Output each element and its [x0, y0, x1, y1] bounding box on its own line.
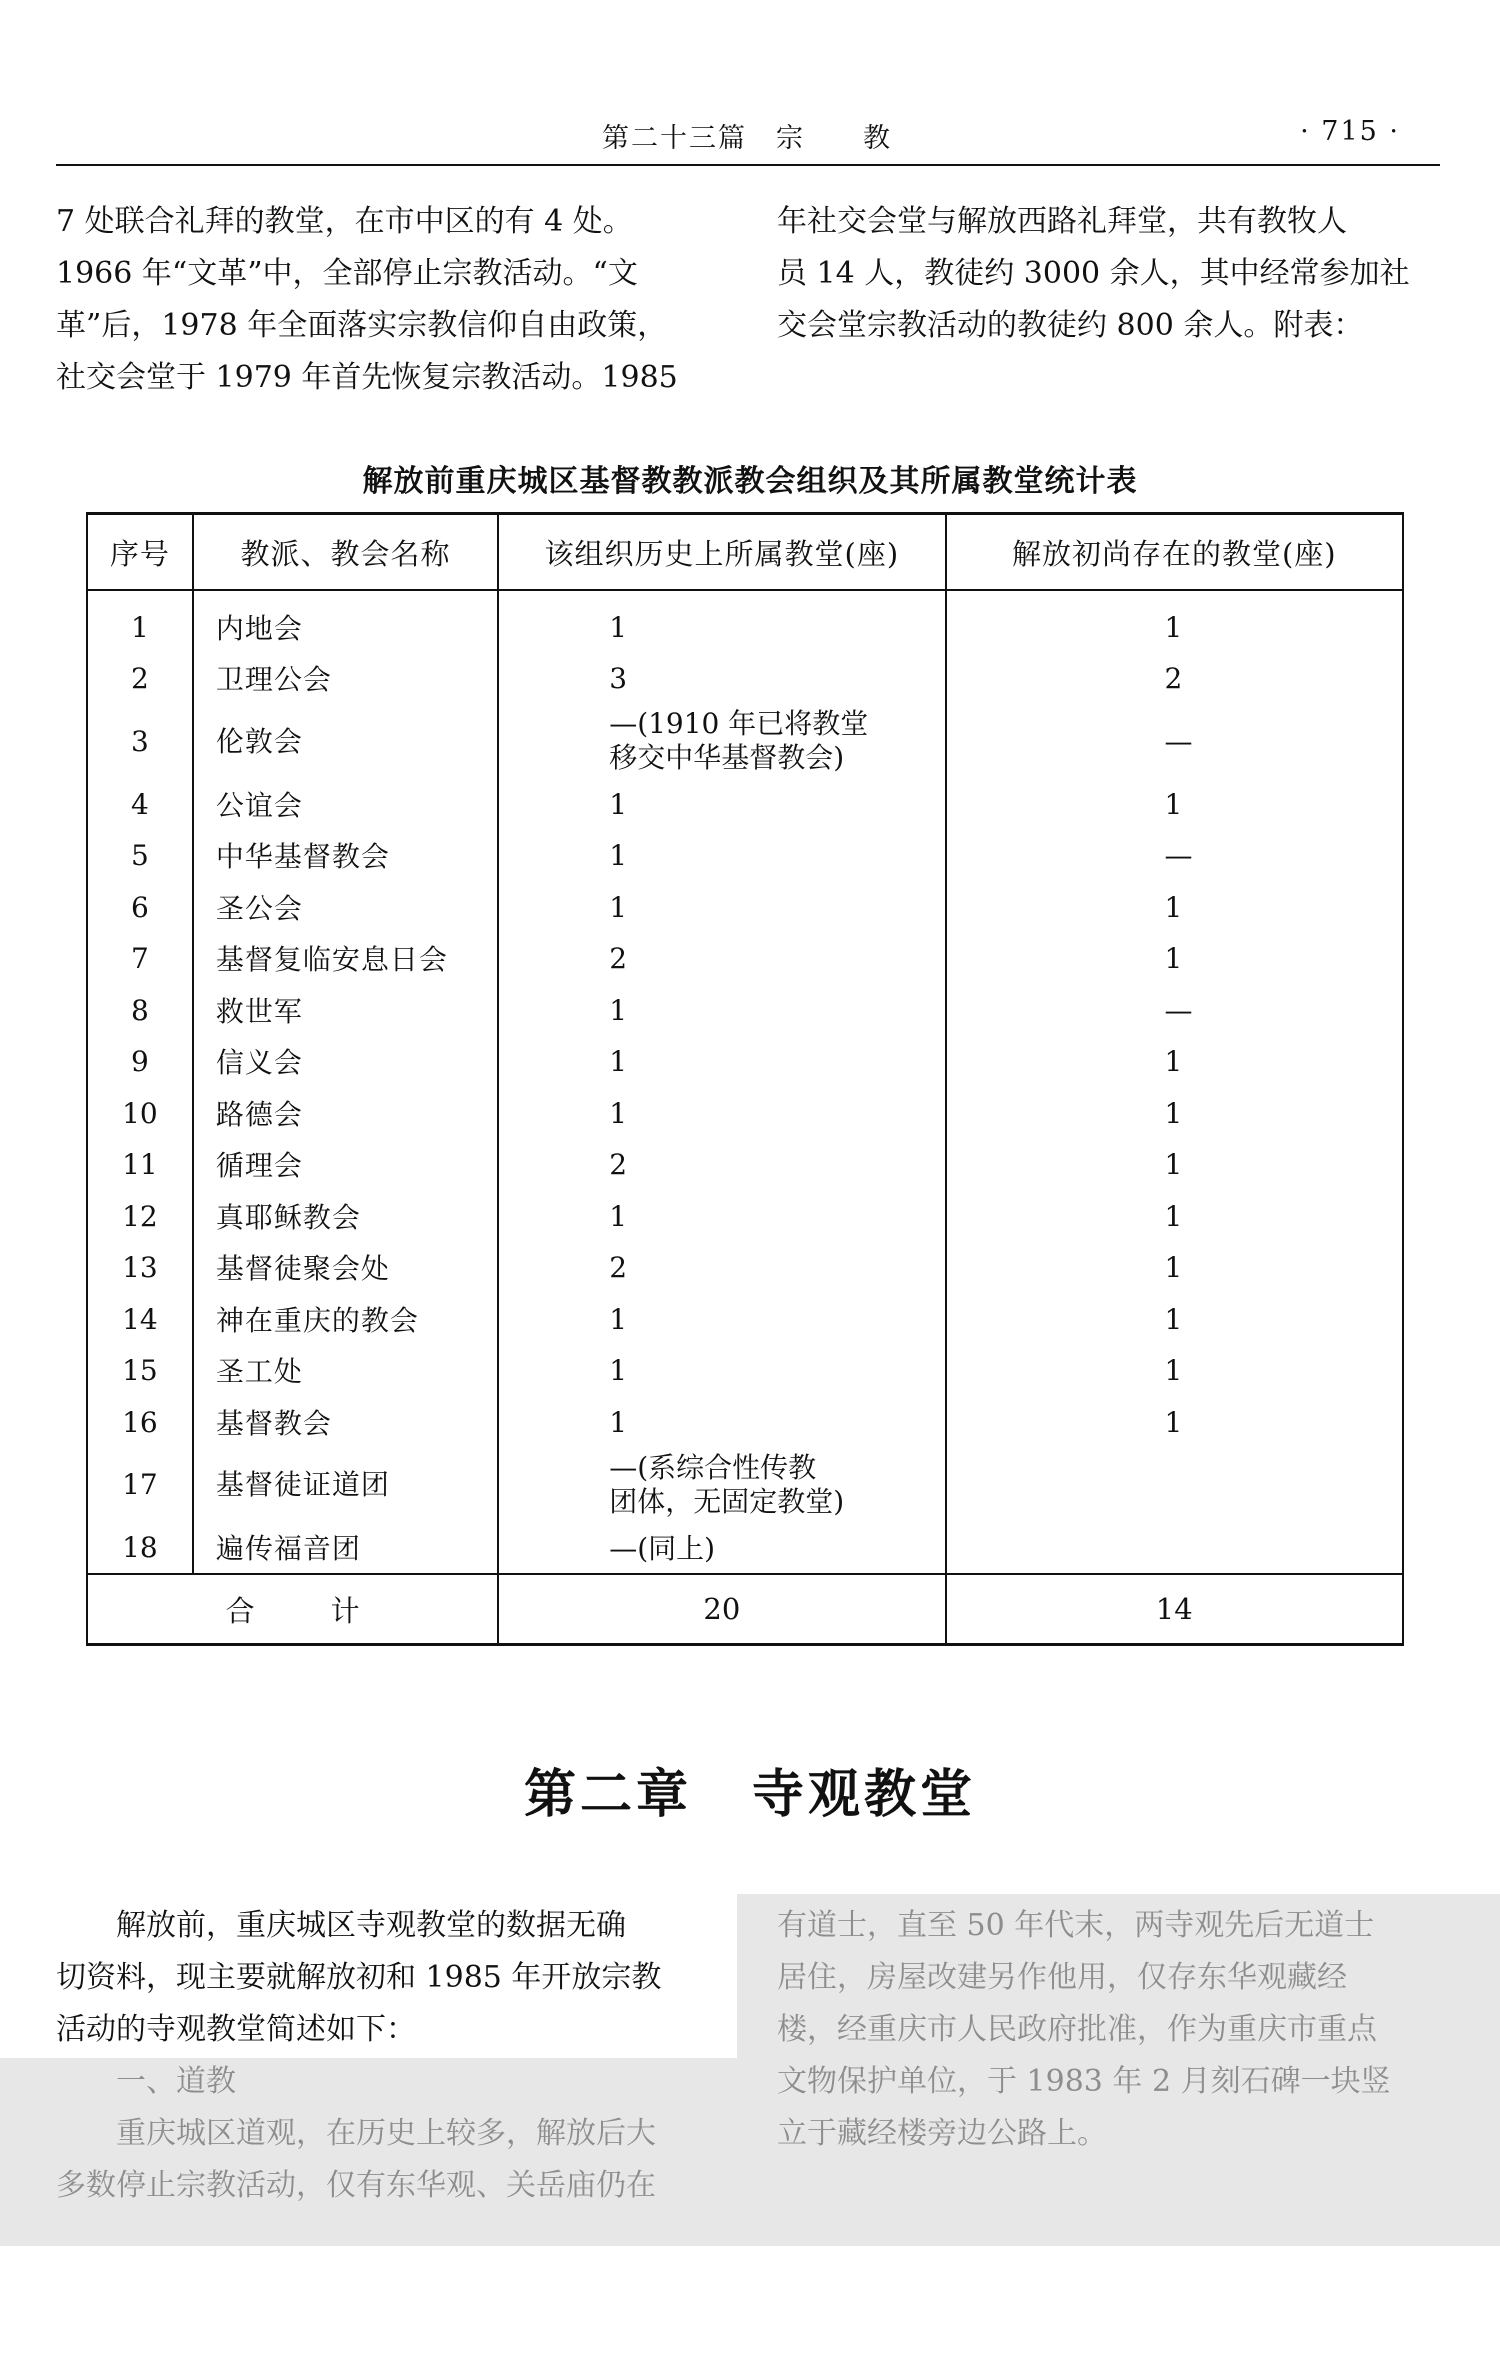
table-title: 解放前重庆城区基督教教派教会组织及其所属教堂统计表 — [362, 464, 1138, 499]
remaining-count — [946, 1345, 1403, 1397]
remaining-count-text: 1 — [1164, 890, 1183, 924]
row-number-text: 13 — [122, 1251, 158, 1285]
historical-count-text: 1 — [609, 1045, 628, 1079]
row-number-text: 17 — [122, 1468, 158, 1501]
organization-name-text: 伦敦会 — [215, 724, 303, 758]
historical-count-text: 1 — [609, 610, 628, 644]
chapter-title: 寺观教堂 — [752, 1764, 977, 1825]
table-row — [87, 1345, 1403, 1397]
table-header-row — [87, 514, 1403, 591]
table-row — [87, 881, 1403, 933]
organization-name-text: 内地会 — [215, 611, 303, 645]
remaining-count-text: 1 — [1164, 1405, 1183, 1439]
row-number — [87, 590, 193, 653]
row-number — [87, 778, 193, 830]
historical-count — [498, 1522, 945, 1575]
organization-name-text: 基督复临安息日会 — [215, 943, 448, 977]
organization-name-text: 真耶稣教会 — [215, 1200, 361, 1234]
organization-name — [193, 1036, 498, 1088]
table-row — [87, 1190, 1403, 1242]
organization-name — [193, 933, 498, 985]
organization-name-text: 循理会 — [215, 1149, 303, 1183]
total-remain: 14 — [946, 1574, 1403, 1645]
remaining-count-text: — — [1164, 724, 1193, 758]
organization-name-text: 路德会 — [215, 1097, 303, 1131]
remaining-count-text: 1 — [1164, 787, 1183, 821]
remaining-count — [946, 778, 1403, 830]
organization-name-text: 圣工处 — [215, 1355, 303, 1389]
remaining-count-text: 1 — [1164, 942, 1183, 976]
text-line: 有道士，直至 50 年代末，两寺观先后无道士 — [777, 1908, 1375, 1943]
remaining-count — [946, 1190, 1403, 1242]
total-label — [87, 1574, 498, 1645]
remaining-count-text: — — [1164, 839, 1193, 873]
historical-count — [498, 1293, 945, 1345]
organization-name — [193, 1396, 498, 1448]
historical-count-text: 1 — [609, 787, 628, 821]
row-number-text: 10 — [122, 1096, 158, 1130]
row-number-text: 16 — [122, 1405, 158, 1439]
historical-count — [498, 1087, 945, 1139]
remaining-count — [946, 1522, 1403, 1575]
remaining-count — [946, 653, 1403, 705]
organization-name-text: 基督教会 — [215, 1406, 332, 1440]
text-line: 7 处联合礼拜的教堂，在市中区的有 4 处。 — [56, 204, 633, 239]
row-number-text: 18 — [122, 1531, 158, 1565]
historical-count — [498, 1190, 945, 1242]
remaining-count — [946, 1036, 1403, 1088]
organization-name-text: 基督徒聚会处 — [215, 1252, 390, 1286]
historical-count-text: 1 — [609, 1199, 628, 1233]
row-number-text: 1 — [130, 610, 149, 644]
column-header: 序号 — [87, 514, 193, 591]
chapter-heading — [0, 1752, 1500, 1827]
table-row — [87, 1036, 1403, 1088]
text-line: 重庆城区道观，在历史上较多，解放后大 — [116, 2116, 656, 2151]
remaining-count — [946, 933, 1403, 985]
remaining-count — [946, 590, 1403, 653]
row-number-text: 11 — [122, 1148, 158, 1182]
organization-name-text: 中华基督教会 — [215, 840, 390, 874]
text-line: 解放前，重庆城区寺观教堂的数据无确 — [116, 1908, 626, 1943]
organization-name-text: 救世军 — [215, 994, 303, 1028]
table-row — [87, 704, 1403, 778]
remaining-count-text: — — [1164, 993, 1193, 1027]
table-row — [87, 830, 1403, 882]
row-number — [87, 1522, 193, 1575]
text-line: 立于藏经楼旁边公路上。 — [777, 2116, 1107, 2151]
historical-count — [498, 881, 945, 933]
remaining-count — [946, 1242, 1403, 1294]
remaining-count — [946, 881, 1403, 933]
total-row — [87, 1574, 1403, 1645]
text-line: 切资料，现主要就解放初和 1985 年开放宗教 — [56, 1960, 662, 1995]
column-header: 教派、教会名称 — [193, 514, 498, 591]
remaining-count — [946, 984, 1403, 1036]
row-number — [87, 1087, 193, 1139]
row-number — [87, 1448, 193, 1522]
remaining-count-text: 2 — [1164, 662, 1183, 696]
text-line: 楼，经重庆市人民政府批准，作为重庆市重点 — [777, 2012, 1377, 2047]
page-header — [56, 108, 1440, 166]
organization-name — [193, 1190, 498, 1242]
historical-count-text: 3 — [609, 662, 628, 696]
organization-name — [193, 778, 498, 830]
table-row — [87, 984, 1403, 1036]
row-number-text: 12 — [122, 1199, 158, 1233]
remaining-count — [946, 1139, 1403, 1191]
historical-count — [498, 778, 945, 830]
historical-count — [498, 704, 945, 778]
section-heading: 一、道教 — [116, 2064, 236, 2099]
row-number — [87, 1293, 193, 1345]
historical-count — [498, 933, 945, 985]
section-title: 第二十三篇 宗 教 — [602, 123, 892, 154]
organization-name — [193, 704, 498, 778]
row-number-text: 8 — [130, 993, 149, 1027]
remaining-count-text: 1 — [1164, 1354, 1183, 1388]
table-row — [87, 1396, 1403, 1448]
organization-name-text: 基督徒证道团 — [215, 1468, 390, 1501]
remaining-count-text: 1 — [1164, 1199, 1183, 1233]
historical-count-text: 2 — [609, 942, 628, 976]
body-right-column — [777, 1900, 1440, 2160]
row-number — [87, 830, 193, 882]
text-line: 革”后，1978 年全面落实宗教信仰自由政策， — [56, 308, 668, 343]
historical-count-text: —(同上) — [609, 1532, 716, 1566]
remaining-count-text: 1 — [1164, 610, 1183, 644]
row-number-text: 14 — [122, 1302, 158, 1336]
historical-count — [498, 1036, 945, 1088]
row-number-text: 2 — [130, 662, 149, 696]
remaining-count — [946, 704, 1403, 778]
historical-count — [498, 653, 945, 705]
organization-name — [193, 1139, 498, 1191]
organization-name-text: 卫理公会 — [215, 663, 332, 697]
table-row — [87, 653, 1403, 705]
total-label-char: 计 — [330, 1593, 360, 1628]
remaining-count — [946, 1293, 1403, 1345]
remaining-count-text: 1 — [1164, 1251, 1183, 1285]
row-number — [87, 1036, 193, 1088]
organization-name — [193, 984, 498, 1036]
historical-count — [498, 1139, 945, 1191]
body-left-column — [56, 1900, 710, 2212]
organization-name — [193, 881, 498, 933]
total-label-char: 合 — [225, 1593, 255, 1628]
historical-count-text: 1 — [609, 1354, 628, 1388]
row-number-text: 9 — [130, 1045, 149, 1079]
row-number — [87, 933, 193, 985]
table-row — [87, 1293, 1403, 1345]
historical-count-text: 1 — [609, 1096, 628, 1130]
remaining-count — [946, 1087, 1403, 1139]
text-line: 居住，房屋改建另作他用，仅存东华观藏经 — [777, 1960, 1347, 1995]
organization-name-text: 公谊会 — [215, 788, 303, 822]
organization-name-text: 信义会 — [215, 1046, 303, 1080]
historical-count — [498, 830, 945, 882]
remaining-count-text: 1 — [1164, 1096, 1183, 1130]
row-number — [87, 704, 193, 778]
statistics-table — [86, 512, 1404, 1646]
historical-count-text: 2 — [609, 1148, 628, 1182]
table-row — [87, 1448, 1403, 1522]
intro-left-column — [56, 196, 710, 404]
row-number-text: 3 — [130, 724, 149, 758]
remaining-count-text: 1 — [1164, 1148, 1183, 1182]
historical-count — [498, 1448, 945, 1522]
table-row — [87, 778, 1403, 830]
historical-count-text: 1 — [609, 993, 628, 1027]
text-line: 活动的寺观教堂简述如下： — [56, 2012, 416, 2047]
remaining-count — [946, 1396, 1403, 1448]
organization-name-text: 圣公会 — [215, 891, 303, 925]
intro-right-column — [777, 196, 1440, 352]
row-number-text: 6 — [130, 890, 149, 924]
text-line: 交会堂宗教活动的教徒约 800 余人。附表： — [777, 308, 1364, 343]
organization-name — [193, 653, 498, 705]
historical-count-text: 1 — [609, 890, 628, 924]
table-row — [87, 1522, 1403, 1575]
remaining-count — [946, 1448, 1403, 1522]
historical-count — [498, 1242, 945, 1294]
row-number — [87, 1242, 193, 1294]
row-number-text: 5 — [130, 839, 149, 873]
organization-name — [193, 830, 498, 882]
organization-name-text: 神在重庆的教会 — [215, 1303, 419, 1337]
row-number-text: 7 — [130, 942, 149, 976]
organization-name — [193, 1242, 498, 1294]
historical-count-text: —(系综合性传教 团体，无固定教堂) — [609, 1450, 845, 1518]
row-number — [87, 1396, 193, 1448]
table-row — [87, 1087, 1403, 1139]
historical-count — [498, 984, 945, 1036]
historical-count-text: 2 — [609, 1251, 628, 1285]
total-hist: 20 — [498, 1574, 945, 1645]
column-header: 该组织历史上所属教堂(座) — [498, 514, 945, 591]
text-line: 社交会堂于 1979 年首先恢复宗教活动。1985 — [56, 360, 678, 395]
table-row — [87, 933, 1403, 985]
remaining-count — [946, 830, 1403, 882]
chapter-number: 第二章 — [523, 1764, 692, 1825]
row-number-text: 15 — [122, 1354, 158, 1388]
organization-name — [193, 1087, 498, 1139]
text-line: 文物保护单位，于 1983 年 2 月刻石碑一块竖 — [777, 2064, 1391, 2099]
row-number — [87, 1139, 193, 1191]
row-number — [87, 1345, 193, 1397]
organization-name — [193, 1522, 498, 1575]
table-row — [87, 590, 1403, 653]
row-number — [87, 881, 193, 933]
organization-name — [193, 590, 498, 653]
organization-name — [193, 1345, 498, 1397]
historical-count-text: 1 — [609, 1302, 628, 1336]
organization-name-text: 遍传福音团 — [215, 1532, 361, 1566]
organization-name — [193, 1448, 498, 1522]
table-body — [87, 590, 1403, 1645]
page-number: · 715 · — [1300, 116, 1400, 147]
row-number-text: 4 — [130, 787, 149, 821]
text-line: 年社交会堂与解放西路礼拜堂，共有教牧人 — [777, 204, 1347, 239]
remaining-count-text: 1 — [1164, 1045, 1183, 1079]
table-row — [87, 1139, 1403, 1191]
historical-count — [498, 1396, 945, 1448]
organization-name — [193, 1293, 498, 1345]
text-line: 1966 年“文革”中，全部停止宗教活动。“文 — [56, 256, 638, 291]
historical-count-text: 1 — [609, 839, 628, 873]
table-row — [87, 1242, 1403, 1294]
row-number — [87, 984, 193, 1036]
row-number — [87, 1190, 193, 1242]
column-header: 解放初尚存在的教堂(座) — [946, 514, 1403, 591]
text-line: 员 14 人，教徒约 3000 余人，其中经常参加社 — [777, 256, 1410, 291]
text-line: 多数停止宗教活动，仅有东华观、关岳庙仍在 — [56, 2168, 656, 2203]
row-number — [87, 653, 193, 705]
historical-count-text: —(1910 年已将教堂 移交中华基督教会) — [609, 707, 869, 774]
remaining-count-text: 1 — [1164, 1302, 1183, 1336]
historical-count-text: 1 — [609, 1405, 628, 1439]
historical-count — [498, 590, 945, 653]
historical-count — [498, 1345, 945, 1397]
